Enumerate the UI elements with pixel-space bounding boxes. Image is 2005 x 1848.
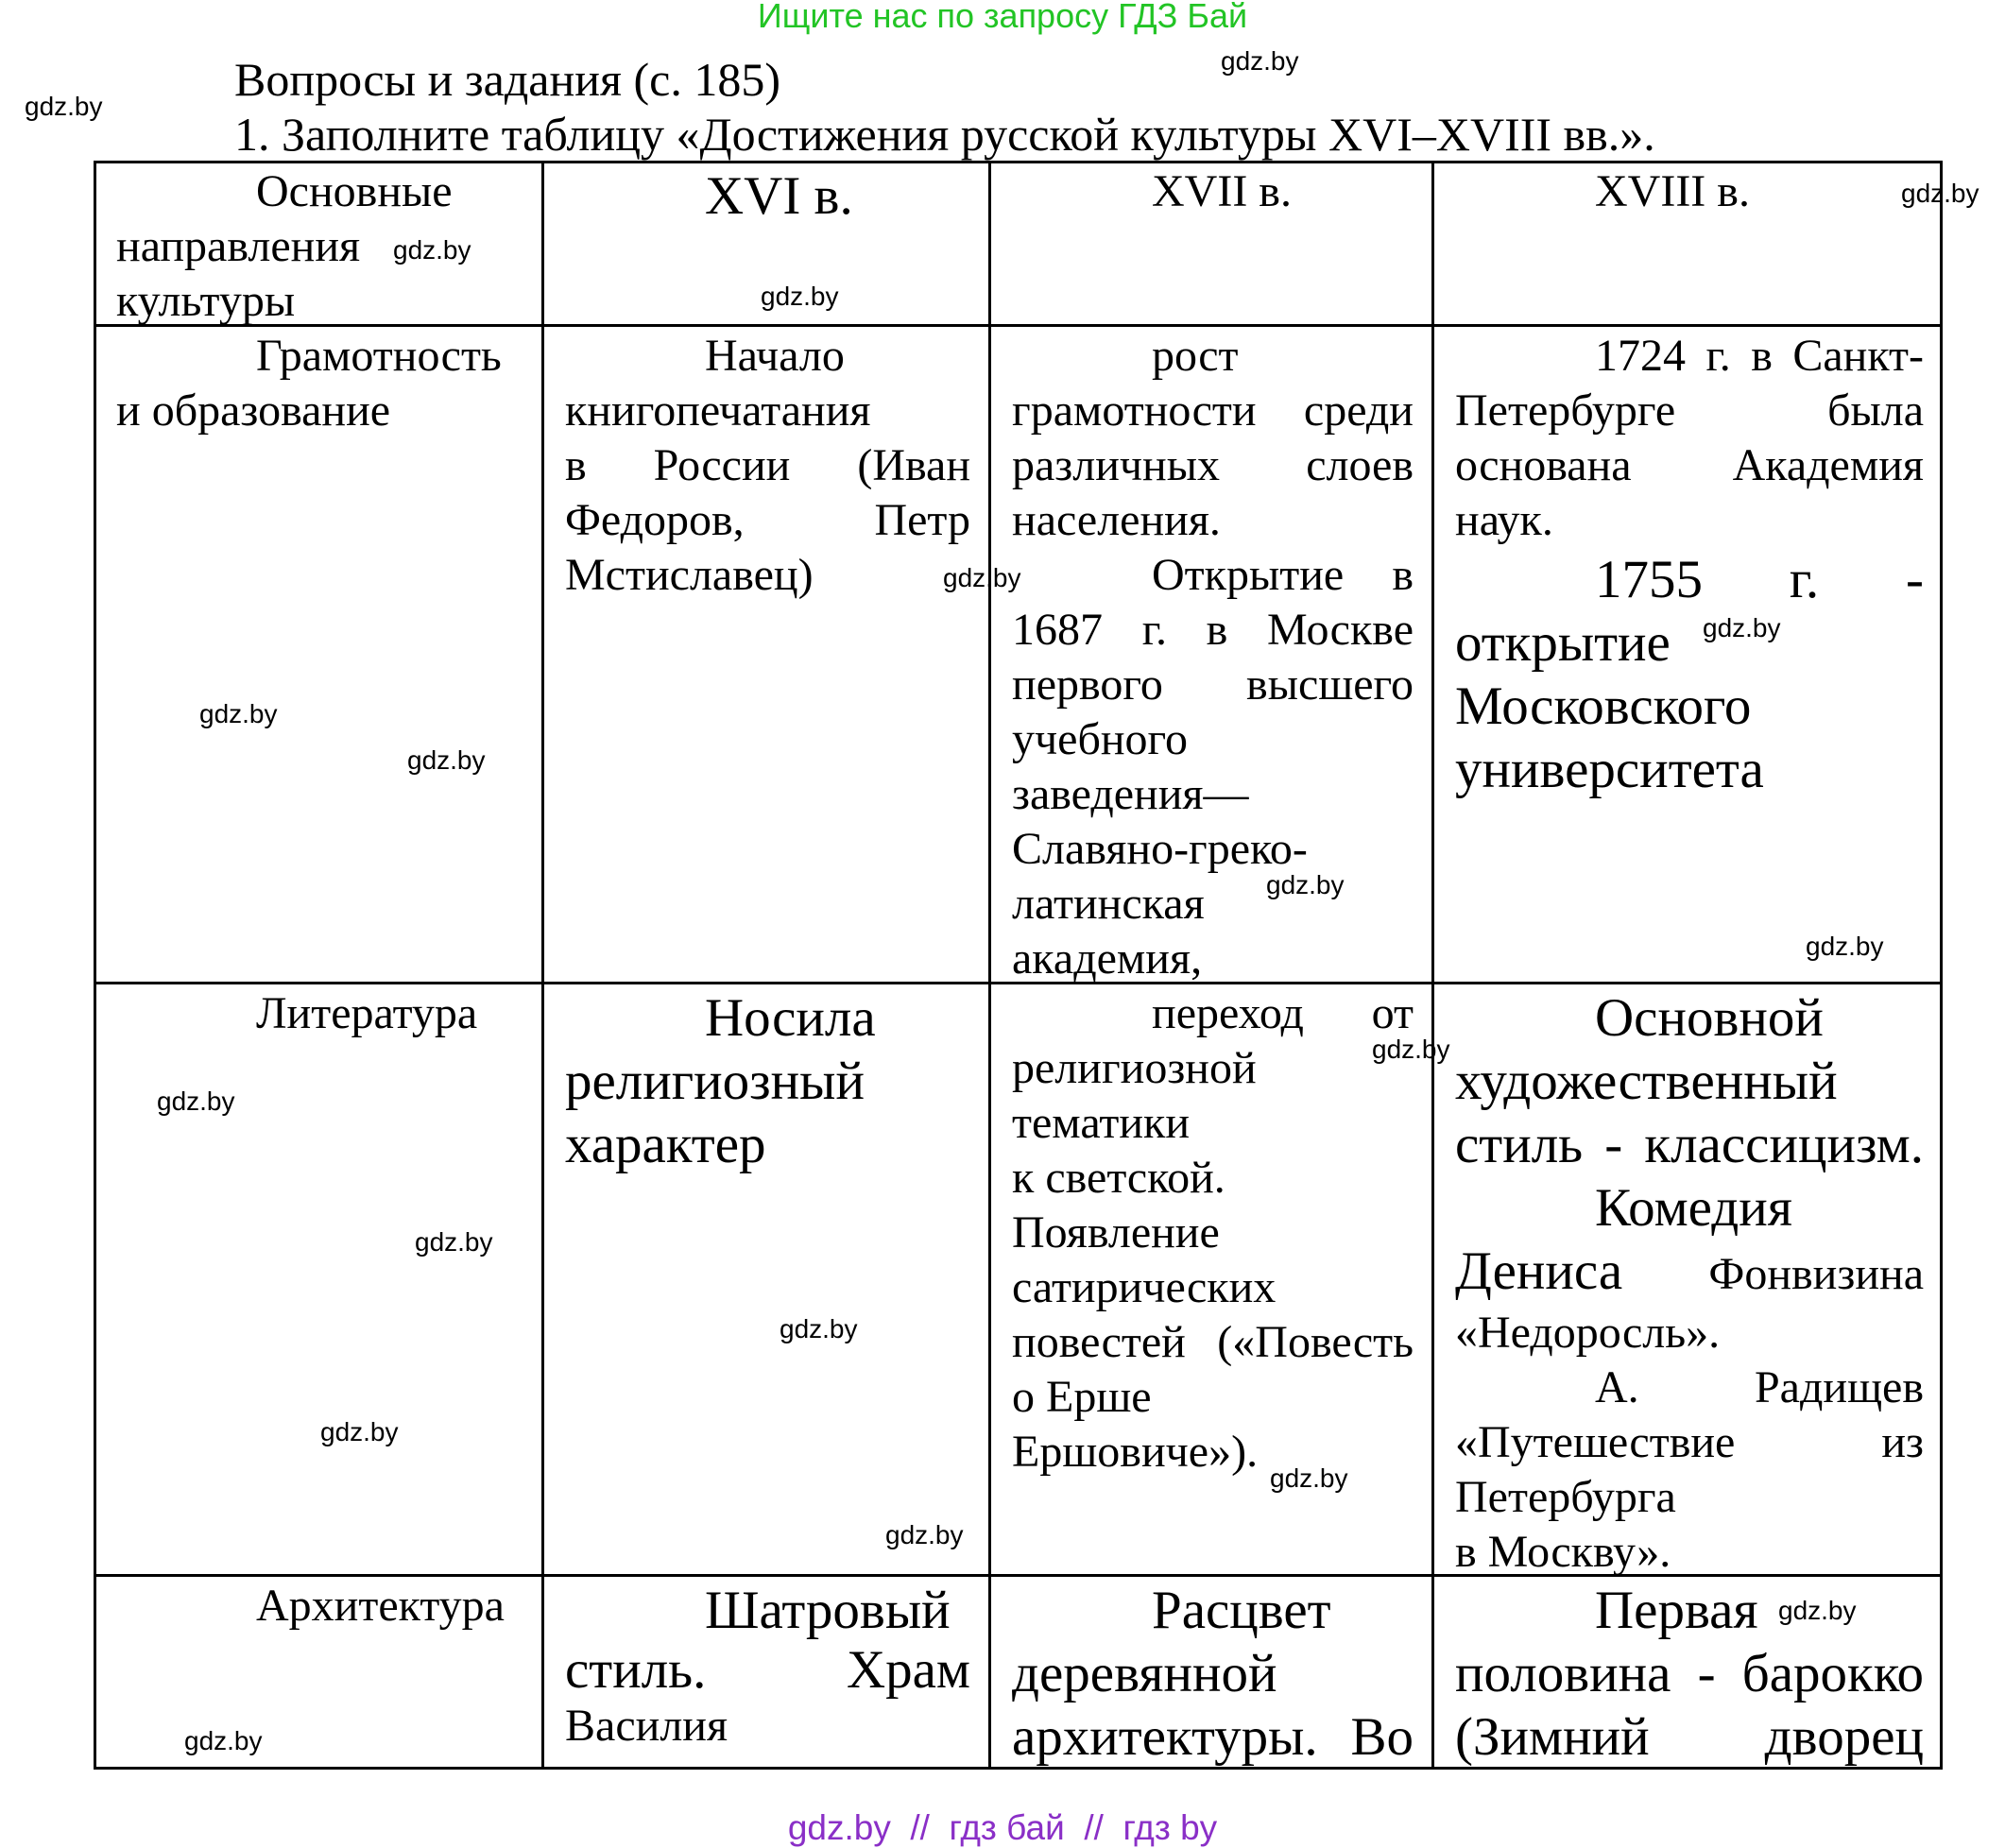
watermark: gdz.by xyxy=(415,1227,493,1257)
cell-line: сатирических xyxy=(1012,1262,1277,1312)
cell-line: о Ерше xyxy=(1012,1372,1152,1422)
header-cell-16th xyxy=(542,161,989,228)
cell-line: Василия xyxy=(565,1701,728,1751)
cell-line: художественный xyxy=(1455,1052,1838,1111)
watermark: gdz.by xyxy=(1221,46,1299,76)
cell-line: первого высшего xyxy=(1012,659,1414,710)
cell-line: XVI в. xyxy=(705,166,853,226)
watermark: gdz.by xyxy=(25,92,103,121)
cell-line: Комедия xyxy=(1595,1178,1792,1238)
cell-line: тематики xyxy=(1012,1098,1191,1148)
cell-line: Петербурге была xyxy=(1455,385,1924,436)
watermark: gdz.by xyxy=(1372,1035,1450,1064)
cell-line xyxy=(1455,1240,1924,1306)
cell-line: Начало xyxy=(705,331,845,381)
cell-word: Дениса xyxy=(1455,1241,1623,1301)
watermark: gdz.by xyxy=(320,1417,399,1446)
cell-architecture-16th xyxy=(542,1575,989,1754)
cell-line: открытие xyxy=(1455,613,1671,673)
cell-literacy-18th xyxy=(1432,325,1943,801)
cell-line: повестей («Повесть xyxy=(1012,1317,1414,1367)
cell-line: книгопечатания xyxy=(565,385,871,436)
cell-line: 1755 г. - xyxy=(1595,550,1924,609)
cell-line: стиль - классицизм. xyxy=(1455,1115,1924,1174)
row-label-literature xyxy=(94,983,542,1041)
task-heading: 1. Заполните таблицу «Достижения русской культуры XVI–XVIII вв.». xyxy=(234,108,1655,161)
cell-line: в России (Иван xyxy=(565,440,970,490)
row-label-architecture xyxy=(94,1575,542,1634)
cell-literacy-17th xyxy=(989,325,1432,986)
watermark: gdz.by xyxy=(1806,932,1884,961)
search-banner: Ищите нас по запросу ГДЗ Бай xyxy=(757,0,1248,35)
cell-line: латинская xyxy=(1012,879,1205,929)
watermark: gdz.by xyxy=(780,1314,858,1343)
cell-word: Фонвизина xyxy=(1708,1249,1924,1299)
cell-line: университета xyxy=(1455,740,1764,799)
watermark: gdz.by xyxy=(943,563,1021,592)
header-cell-directions xyxy=(94,161,542,329)
cell-line: Мстиславец) xyxy=(565,550,814,600)
cell-line: половина - барокко xyxy=(1455,1644,1924,1703)
watermark: gdz.by xyxy=(407,745,486,775)
cell-line: переход от xyxy=(1152,988,1414,1038)
cell-line: Федоров, Петр xyxy=(565,495,970,545)
watermark: gdz.by xyxy=(1266,870,1345,899)
watermark: gdz.by xyxy=(1778,1596,1857,1625)
cell-line: Шатровый xyxy=(705,1581,951,1640)
cell-line: Ершовиче»). xyxy=(1012,1427,1259,1477)
watermark: gdz.by xyxy=(157,1087,235,1116)
cell-line: культуры xyxy=(116,276,296,326)
watermark: gdz.by xyxy=(761,282,839,311)
cell-line: различных слоев xyxy=(1012,440,1414,490)
watermark: gdz.by xyxy=(1901,179,1979,208)
cell-literature-18th xyxy=(1432,983,1943,1580)
cell-line: 1724 г. в Санкт- xyxy=(1595,331,1924,381)
cell-line: Петербурга xyxy=(1455,1472,1676,1522)
cell-line: грамотности среди xyxy=(1012,385,1414,436)
cell-line: населения. xyxy=(1012,495,1221,545)
cell-architecture-18th xyxy=(1432,1575,1943,1769)
cell-line: заведения— xyxy=(1012,769,1249,819)
cell-literacy-16th xyxy=(542,325,989,603)
cell-literature-16th xyxy=(542,983,989,1176)
watermark: gdz.by xyxy=(199,699,278,728)
cell-line: Московского xyxy=(1455,676,1752,736)
watermark: gdz.by xyxy=(1703,613,1781,642)
cell-line: Открытие в xyxy=(1152,550,1414,600)
cell-line: Архитектура xyxy=(256,1581,505,1631)
cell-line: «Недоросль». xyxy=(1455,1308,1721,1358)
cell-line: Расцвет xyxy=(1152,1581,1331,1640)
cell-line: рост xyxy=(1152,331,1239,381)
watermark: gdz.by xyxy=(1270,1463,1348,1493)
cell-line: Носила xyxy=(705,988,876,1048)
cell-line: религиозной xyxy=(1012,1043,1257,1093)
cell-line: Первая xyxy=(1595,1581,1758,1640)
cell-line: Основной xyxy=(1595,988,1824,1048)
cell-line: направления xyxy=(116,221,361,271)
cell-line: Появление xyxy=(1012,1207,1220,1258)
cell-line: Литература xyxy=(256,988,478,1038)
watermark: gdz.by xyxy=(885,1520,964,1549)
row-label-literacy xyxy=(94,325,542,438)
cell-line: архитектуры. Во xyxy=(1012,1707,1414,1767)
cell-line: и образование xyxy=(116,385,391,436)
cell-line: стиль. Храм xyxy=(565,1640,970,1700)
watermark: gdz.by xyxy=(184,1726,263,1755)
cell-line: «Путешествие из xyxy=(1455,1417,1924,1467)
cell-literature-17th xyxy=(989,983,1432,1480)
cell-line: характер xyxy=(565,1115,766,1174)
cell-line: религиозный xyxy=(565,1052,865,1111)
cell-line: академия, xyxy=(1012,933,1203,984)
cell-line: (Зимний дворец xyxy=(1455,1707,1924,1767)
cell-line: к светской. xyxy=(1012,1153,1225,1203)
cell-line: XVIII в. xyxy=(1595,166,1750,216)
watermark: gdz.by xyxy=(393,235,471,265)
section-heading: Вопросы и задания (с. 185) xyxy=(234,53,780,106)
footer-links: gdz.by // гдз бай // гдз by xyxy=(787,1808,1218,1847)
cell-architecture-17th xyxy=(989,1575,1432,1769)
cell-line: наук. xyxy=(1455,495,1553,545)
cell-line: основана Академия xyxy=(1455,440,1924,490)
cell-line: 1687 г. в Москве xyxy=(1012,605,1414,655)
header-cell-17th xyxy=(989,161,1432,219)
cell-line: Грамотность xyxy=(256,331,502,381)
cell-line: XVII в. xyxy=(1152,166,1292,216)
header-cell-18th xyxy=(1432,161,1943,219)
cell-line: Славяно-греко- xyxy=(1012,824,1308,874)
cell-line: учебного xyxy=(1012,714,1189,764)
cell-line: в Москву». xyxy=(1455,1527,1671,1577)
cell-line: Основные xyxy=(256,166,453,216)
cell-line: деревянной xyxy=(1012,1644,1277,1703)
cell-line: А. Радищев xyxy=(1595,1362,1924,1412)
